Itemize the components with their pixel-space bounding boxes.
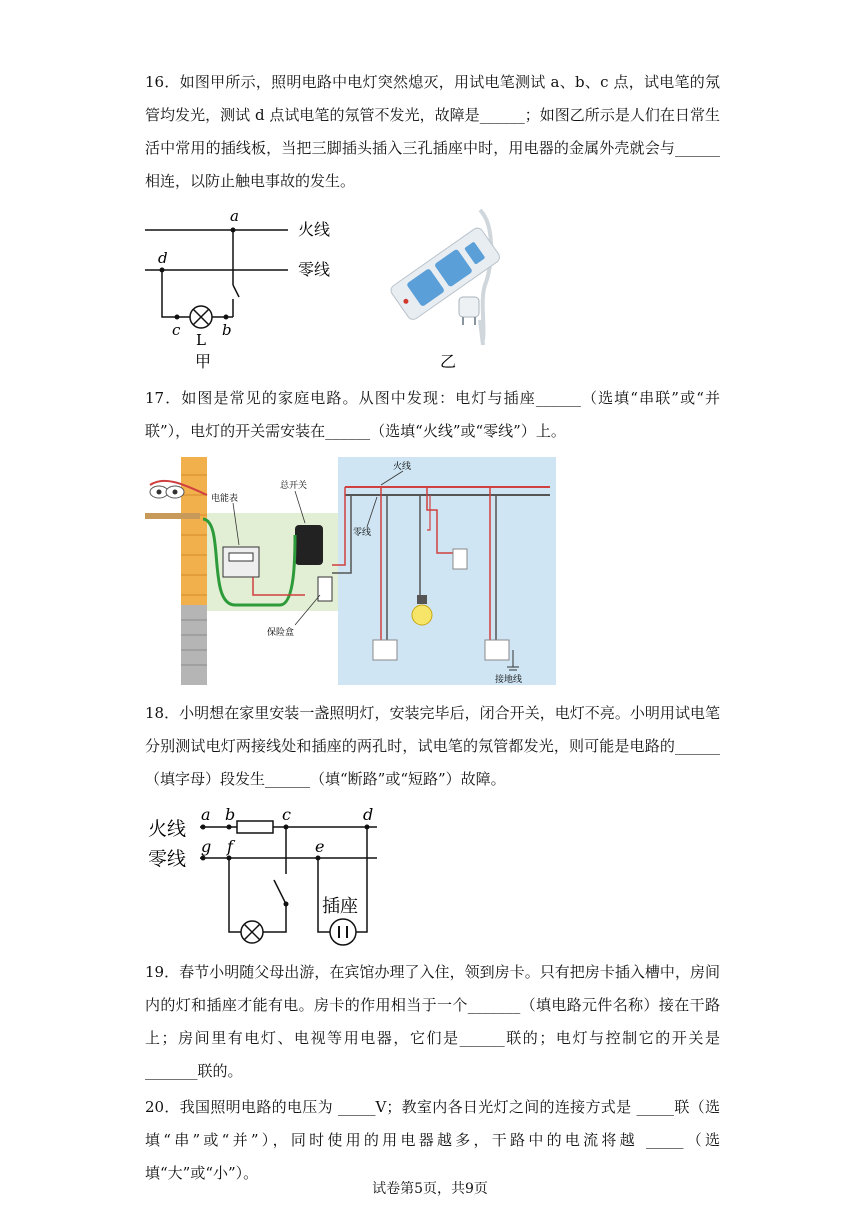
socket-label: 插座 <box>322 896 358 917</box>
figure-jia-circuit <box>140 205 350 373</box>
question-16-text: 16．如图甲所示，照明电路中电灯突然熄灭，用试电笔测试 a、b、c 点，试电笔的氖管均发光，测试 d 点试电笔的氖管不发光，故障是______；如图乙所示是人们在日常生活中常用的插线板，当把三脚插头插入三孔插座中时，用电器的金属外壳就会与______相连，以防止触电事故的发生。 <box>145 73 720 190</box>
three-pin-socket-icon <box>485 640 509 660</box>
light-bulb-icon <box>412 605 432 625</box>
point-a: a <box>201 805 211 824</box>
figure-yi-caption: 乙 <box>440 352 457 371</box>
point-c: c <box>172 321 181 339</box>
neutral-wire-label: 零线 <box>298 260 331 279</box>
lamp-switch-icon <box>453 549 467 569</box>
figure-household-circuit <box>145 455 560 687</box>
plug-icon <box>459 297 479 317</box>
fuse-icon <box>237 821 273 833</box>
lamp-label: L <box>196 331 206 349</box>
question-19-text: 19．春节小明随父母出游，在宾馆办理了入住，领到房卡。只有把房卡插入槽中，房间内的灯和插座才能有电。房卡的作用相当于一个_______（填电路元件名称）接在干路上；房间里有电灯、电视等用电器，它们是______联的；电灯与控制它的开关是_______联的。 <box>145 963 720 1080</box>
switch-icon <box>233 285 239 297</box>
live-wire-label: 火线 <box>393 462 412 472</box>
point-b: b <box>225 805 236 824</box>
neutral-wire-label: 零线 <box>353 528 372 538</box>
point-b: b <box>222 321 232 339</box>
two-pin-socket-icon <box>373 640 397 660</box>
neutral-wire-label: 零线 <box>148 848 187 870</box>
live-wire-label: 火线 <box>148 818 187 840</box>
main-switch-icon <box>295 525 323 565</box>
question-18-text: 18．小明想在家里安装一盏照明灯，安装完毕后，闭合开关，电灯不亮。小明用试电笔分别测试电灯两接线处和插座的两孔时，试电笔的氖管都发光，则可能是电路的______（填字母）段发生______（填“断路”或“短路”）故障。 <box>145 704 720 788</box>
point-d: d <box>363 805 374 824</box>
fuse-box-label: 保险盒 <box>267 628 295 638</box>
page-footer: 试卷第5页，共9页 <box>372 1181 488 1197</box>
socket-icon <box>330 919 356 945</box>
figure-jia-caption: 甲 <box>195 352 212 371</box>
electric-meter-icon <box>223 547 259 577</box>
point-e: e <box>315 837 325 856</box>
point-c: c <box>282 805 291 824</box>
fuse-box-icon <box>318 577 332 601</box>
point-f: f <box>227 837 233 856</box>
meter-label: 电能表 <box>211 494 239 504</box>
question-17-text: 17．如图是常见的家庭电路。从图中发现：电灯与插座______（选填“串联”或“并联”），电灯的开关需安装在______（选填“火线”或“零线”）上。 <box>145 389 720 440</box>
point-g: g <box>201 837 212 856</box>
ground-wire-label: 接地线 <box>495 675 523 685</box>
point-d: d <box>158 249 168 267</box>
main-switch-label: 总开关 <box>280 481 308 491</box>
figure-q18-circuit <box>145 800 385 950</box>
switch-icon <box>274 880 286 904</box>
live-wire-label: 火线 <box>298 220 331 239</box>
point-a: a <box>230 207 239 225</box>
question-20-text: 20．我国照明电路的电压为 _____V；教室内各日光灯之间的连接方式是 _____联（选填“串”或“并”），同时使用的用电器越多，干路中的电流将越 _____（选填“大”或“小”）。 <box>145 1098 720 1182</box>
figure-yi-power-strip <box>385 205 510 373</box>
